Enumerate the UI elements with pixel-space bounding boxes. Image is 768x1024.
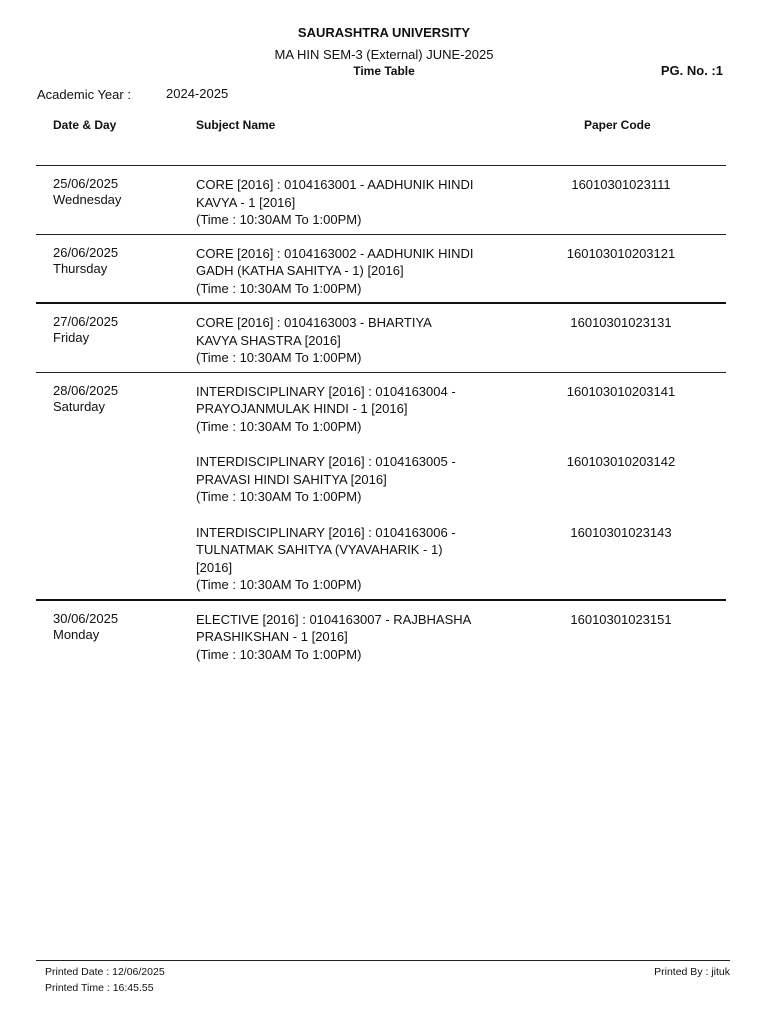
subject-name-line: CORE [2016] : 0104163001 - AADHUNIK HINDI [196, 177, 474, 192]
exam-time: (Time : 10:30AM To 1:00PM) [196, 418, 362, 434]
exam-time: (Time : 10:30AM To 1:00PM) [196, 280, 362, 296]
paper-entry [196, 383, 726, 436]
paper-code: 160103010203142 [566, 454, 676, 469]
subject-name-line: INTERDISCIPLINARY [2016] : 0104163005 - [196, 454, 456, 469]
table-row [36, 304, 726, 373]
exam-day: Saturday [53, 398, 106, 414]
exam-day: Wednesday [53, 192, 122, 207]
subject-cell [196, 245, 501, 298]
subject-name-line: KAVYA SHASTRA [2016] [196, 332, 341, 348]
subject-name-line: INTERDISCIPLINARY [2016] : 0104163006 - [196, 524, 456, 540]
subject-cell [196, 314, 501, 367]
subject-cell [196, 453, 501, 506]
exam-time: (Time : 10:30AM To 1:00PM) [196, 350, 362, 365]
subject-cell [196, 383, 501, 436]
table-row [36, 601, 726, 669]
printed-time: Printed Time : 16:45.55 [45, 982, 154, 994]
subject-name-line: KAVYA - 1 [2016] [196, 194, 296, 210]
paper-list [196, 176, 726, 229]
paper-code: 16010301023111 [571, 177, 671, 192]
paper-entry [196, 176, 726, 229]
subject-cell [196, 176, 501, 229]
subject-name-line: INTERDISCIPLINARY [2016] : 0104163004 - [196, 383, 456, 399]
paper-code: 160103010203121 [566, 245, 676, 261]
paper-entry [196, 453, 726, 506]
paper-list [196, 245, 726, 298]
subject-name-line: [2016] [196, 559, 233, 575]
exam-time: (Time : 10:30AM To 1:00PM) [196, 212, 362, 227]
date-day-cell [53, 245, 118, 277]
subject-name-line: PRAVASI HINDI SAHITYA [2016] [196, 471, 387, 487]
subject-name-line: CORE [2016] : 0104163003 - BHARTIYA [196, 315, 432, 330]
date-day-cell [53, 176, 121, 208]
exam-day: Thursday [53, 260, 108, 276]
academic-year-value: 2024-2025 [166, 86, 229, 101]
date-day-cell [53, 611, 118, 643]
exam-time: (Time : 10:30AM To 1:00PM) [196, 489, 362, 504]
paper-entry [196, 245, 726, 298]
university-name: SAURASHTRA UNIVERSITY [297, 25, 471, 40]
paper-list [196, 314, 726, 367]
exam-day: Monday [53, 626, 100, 642]
column-header-date-day: Date & Day [53, 118, 117, 132]
timetable-title: Time Table [353, 64, 415, 78]
academic-year-label: Academic Year : [37, 87, 131, 102]
footer-divider [36, 960, 730, 961]
exam-time: (Time : 10:30AM To 1:00PM) [196, 577, 362, 592]
subject-name-line: PRASHIKSHAN - 1 [2016] [196, 629, 348, 644]
table-row [36, 373, 726, 601]
paper-code: 160103010203141 [566, 383, 676, 399]
paper-entry [196, 524, 726, 594]
exam-time: (Time : 10:30AM To 1:00PM) [196, 646, 362, 662]
exam-name: MA HIN SEM-3 (External) JUNE-2025 [274, 47, 494, 62]
subject-name-line: GADH (KATHA SAHITYA - 1) [2016] [196, 263, 404, 278]
table-row [36, 166, 726, 235]
table-row [36, 235, 726, 305]
exam-date: 30/06/2025 [53, 610, 119, 626]
date-day-cell [53, 383, 118, 415]
exam-date: 27/06/2025 [53, 314, 119, 329]
column-header-paper-code: Paper Code [584, 118, 651, 132]
exam-date: 26/06/2025 [53, 244, 119, 260]
date-day-cell [53, 314, 118, 346]
paper-code: 16010301023151 [570, 611, 672, 627]
paper-code: 16010301023143 [570, 524, 672, 540]
timetable-body [36, 166, 726, 668]
column-header-subject-name: Subject Name [196, 118, 276, 132]
paper-list [196, 611, 726, 664]
exam-day: Friday [53, 330, 90, 345]
page-number: PG. No. :1 [660, 63, 723, 78]
subject-cell [196, 524, 501, 594]
subject-cell [196, 611, 501, 664]
subject-name-line: CORE [2016] : 0104163002 - AADHUNIK HINDI [196, 245, 474, 261]
exam-date: 25/06/2025 [53, 176, 119, 191]
subject-name-line: PRAYOJANMULAK HINDI - 1 [2016] [196, 401, 408, 416]
paper-list [196, 383, 726, 594]
subject-name-line: ELECTIVE [2016] : 0104163007 - RAJBHASHA [196, 611, 472, 627]
exam-date: 28/06/2025 [53, 382, 119, 398]
paper-code: 16010301023131 [570, 315, 672, 330]
paper-entry [196, 314, 726, 367]
printed-date: Printed Date : 12/06/2025 [45, 966, 165, 978]
paper-entry [196, 611, 726, 664]
printed-by: Printed By : jituk [654, 966, 730, 978]
subject-name-line: TULNATMAK SAHITYA (VYAVAHARIK - 1) [196, 542, 443, 557]
